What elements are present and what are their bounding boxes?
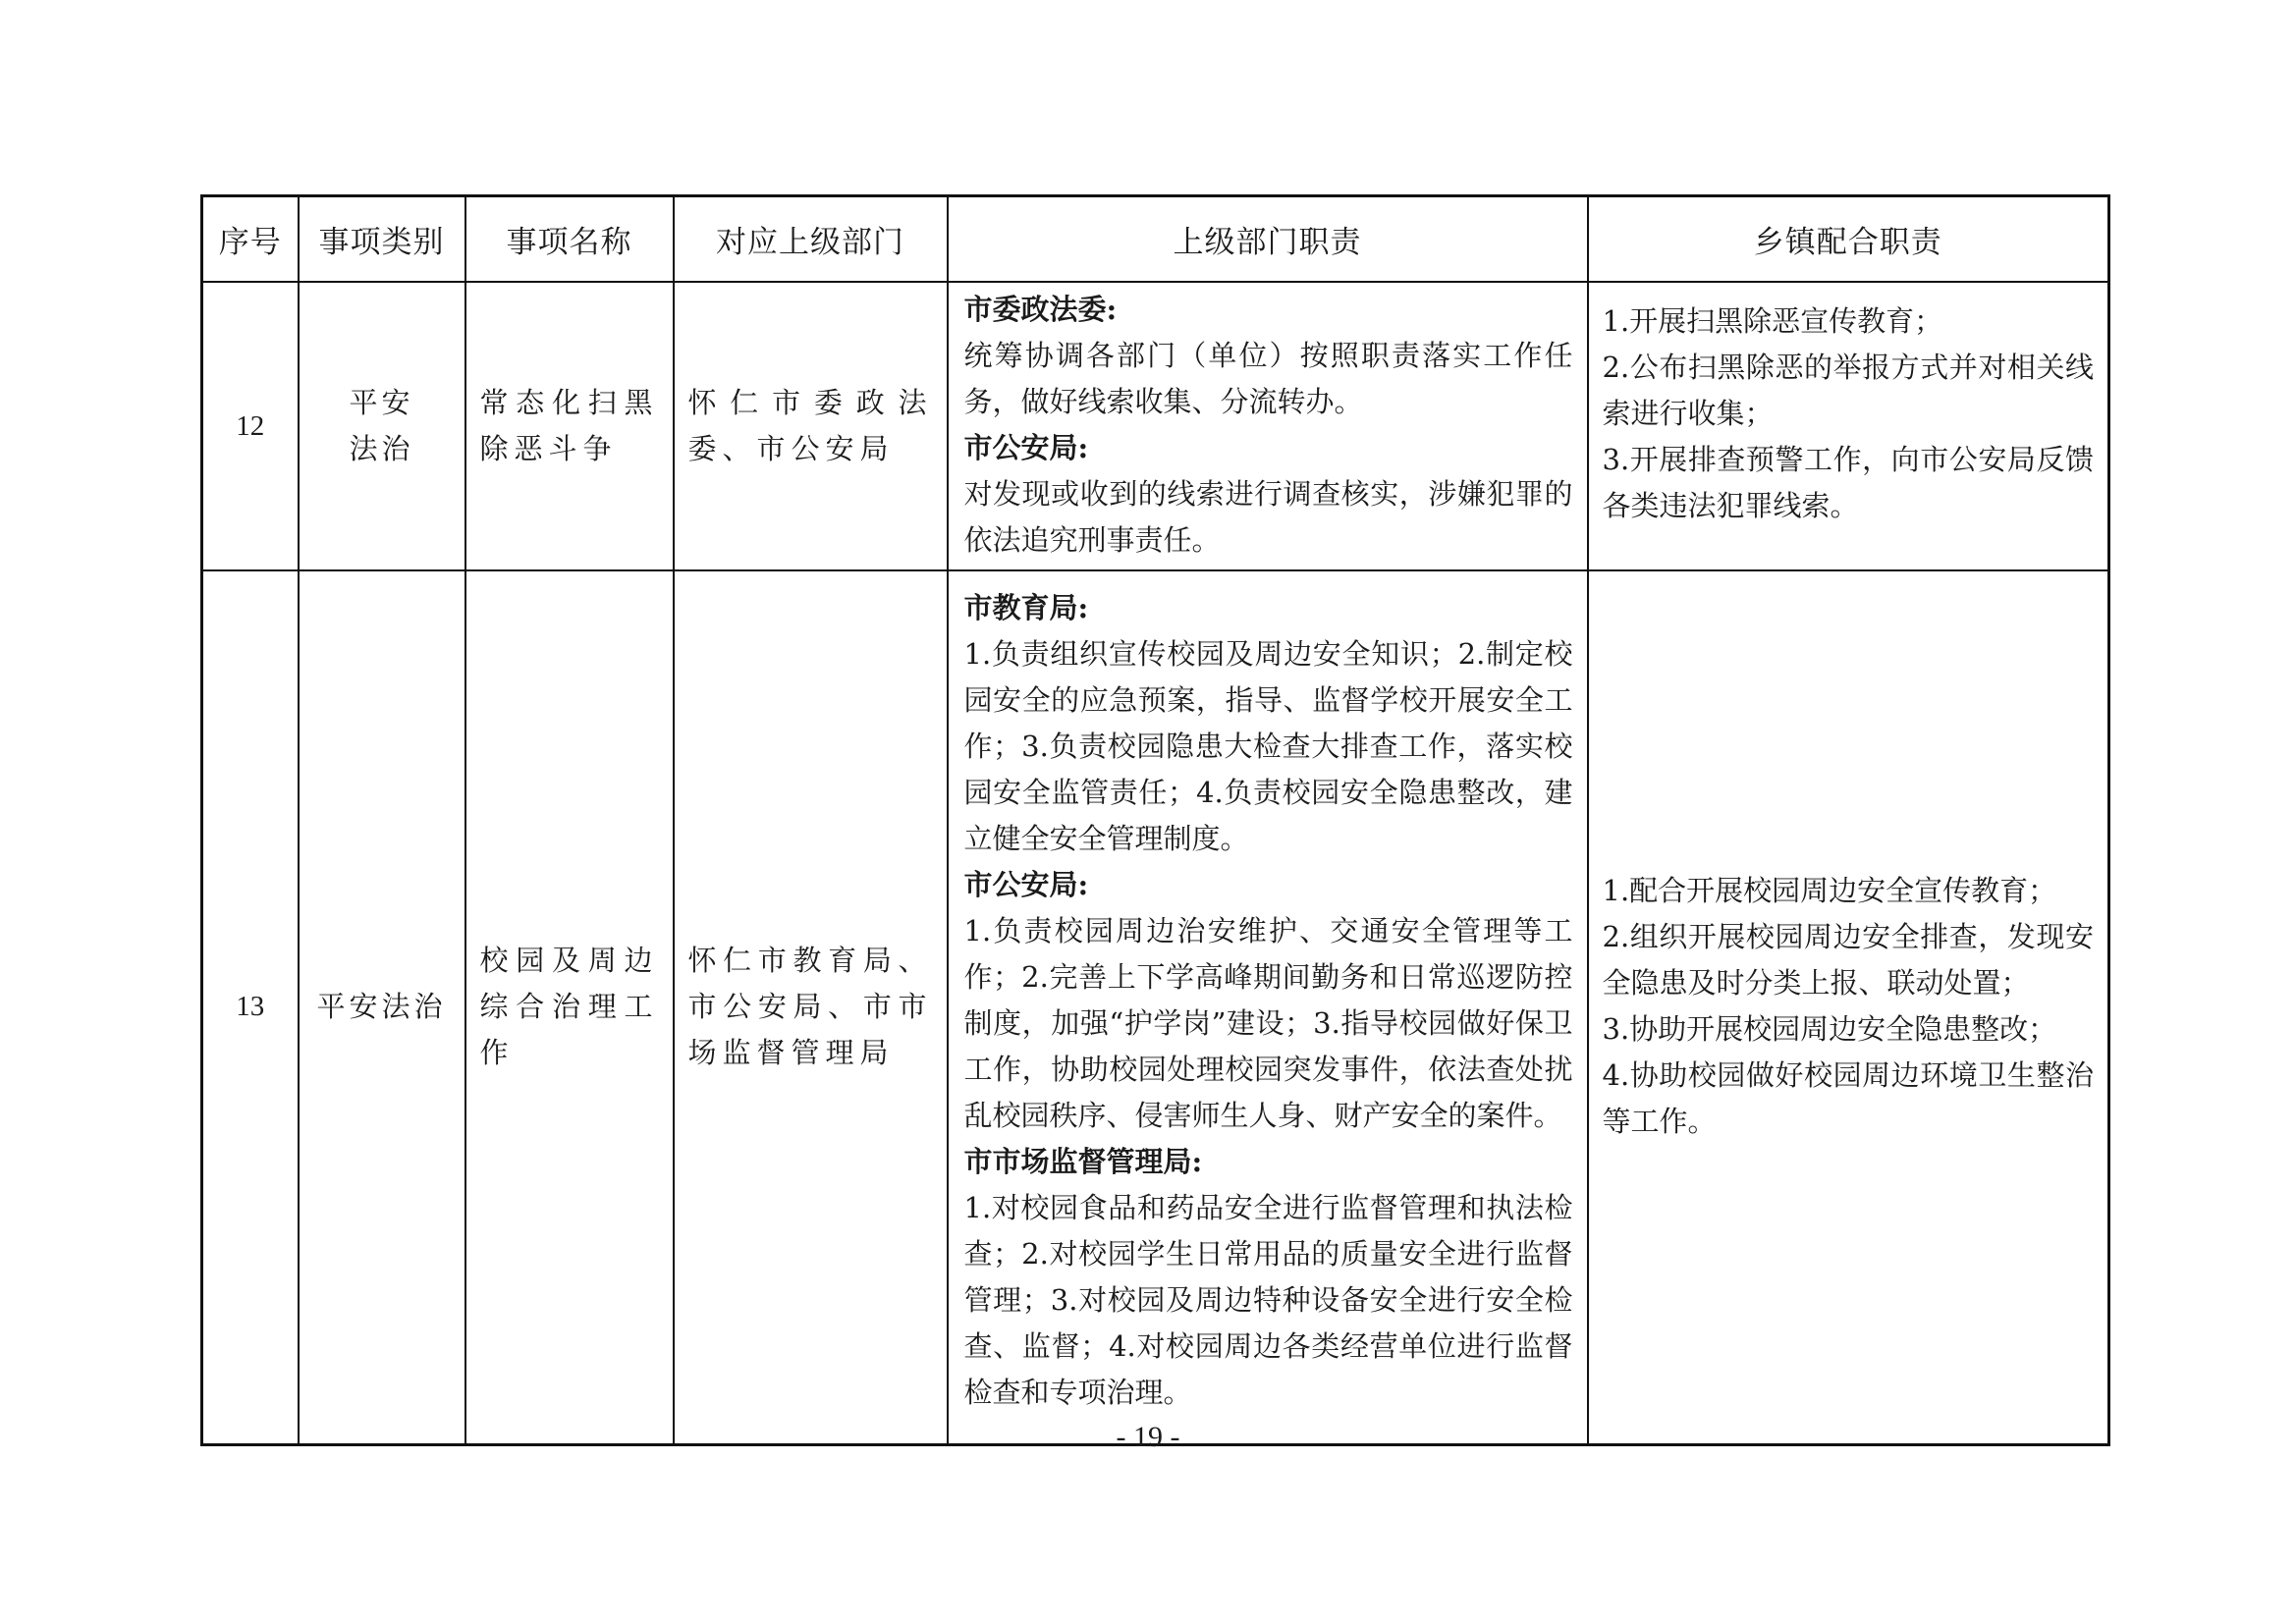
duty-text: 统筹协调各部门（单位）按照职责落实工作任务，做好线索收集、分流转办。: [963, 339, 1573, 418]
header-superior-dept: 对应上级部门: [674, 196, 948, 283]
row-town-duty: [1588, 570, 2109, 1444]
duty-dept-head: 市公安局:: [963, 868, 1089, 901]
duty-text: 1.负责组织宣传校园及周边安全知识；2.制定校园安全的应急预案，指导、监督学校开展安全工作；3.负责校园隐患大检查大排查工作，落实校园安全监管责任；4.负责校园安全隐患整改，建立健全安全管理制度。: [963, 637, 1573, 855]
row-category: [299, 282, 465, 570]
coop-item: 3.开展排查预警工作，向市公安局反馈各类违法犯罪线索。: [1602, 443, 2094, 522]
row-item-name: 常态化扫黑除恶斗争: [465, 282, 674, 570]
table-row: [202, 282, 2109, 570]
header-num: 序号: [202, 196, 299, 283]
duty-text: 对发现或收到的线索进行调查核实，涉嫌犯罪的依法追究刑事责任。: [963, 477, 1573, 557]
header-category: 事项类别: [299, 196, 465, 283]
category-line: 法治: [349, 432, 414, 465]
category-line: 平安法治: [316, 990, 447, 1024]
coop-item: 2.公布扫黑除恶的举报方式并对相关线索进行收集；: [1602, 351, 2094, 430]
table-header-row: [202, 196, 2109, 283]
coop-item: 4.协助校园做好校园周边环境卫生整治等工作。: [1602, 1057, 2094, 1138]
row-num: 13: [202, 570, 299, 1444]
duty-dept-head: 市市场监督管理局:: [963, 1145, 1203, 1178]
page-number: - 19 -: [1116, 1421, 1180, 1453]
coop-item: 3.协助开展校园周边安全隐患整改；: [1602, 1011, 2057, 1046]
coop-item: 1.配合开展校园周边安全宣传教育；: [1602, 873, 2057, 907]
duty-dept-head: 市教育局:: [963, 591, 1089, 624]
coop-item: 2.组织开展校园周边安全排查，发现安全隐患及时分类上报、联动处置；: [1602, 919, 2094, 1000]
row-town-duty: [1588, 282, 2109, 570]
duty-text: 1.负责校园周边治安维护、交通安全管理等工作；2.完善上下学高峰期间勤务和日常巡逻防控制度，加强“护学岗”建设；3.指导校园做好保卫工作，协助校园处理校园突发事件，依法查处扰乱校园秩序、侵害师生人身、财产安全的案件。: [963, 914, 1573, 1132]
duty-dept-head: 市公安局:: [963, 431, 1089, 464]
header-town-duty: 乡镇配合职责: [1588, 196, 2109, 283]
header-superior-duty: 上级部门职责: [948, 196, 1588, 283]
row-superior-duty: [948, 282, 1588, 570]
row-superior-dept: 怀仁市委政法委、市公安局: [674, 282, 948, 570]
duty-dept-head: 市委政法委:: [963, 293, 1118, 326]
table-row: [202, 570, 2109, 1444]
row-item-name: 校园及周边综合治理工作: [465, 570, 674, 1444]
row-num: 12: [202, 282, 299, 570]
duty-text: 1.对校园食品和药品安全进行监督管理和执法检查；2.对校园学生日常用品的质量安全进行监督管理；3.对校园及周边特种设备安全进行安全检查、监督；4.对校园周边各类经营单位进行监督检查和专项治理。: [963, 1191, 1573, 1409]
coop-item: 1.开展扫黑除恶宣传教育；: [1602, 304, 1943, 338]
header-item-name: 事项名称: [465, 196, 674, 283]
row-superior-dept: 怀仁市教育局、市公安局、市市场监督管理局: [674, 570, 948, 1444]
row-category: [299, 570, 465, 1444]
row-superior-duty: [948, 570, 1588, 1444]
category-line: 平安: [349, 386, 414, 419]
duty-table: [200, 194, 2110, 1446]
